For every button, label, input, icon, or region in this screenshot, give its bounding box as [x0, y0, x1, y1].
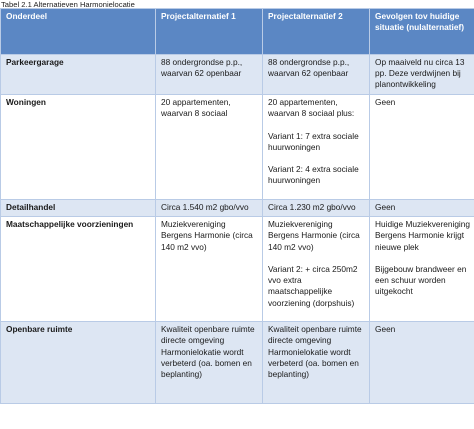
row-label: Detailhandel [1, 200, 156, 217]
cell-effect: Op maaiveld nu circa 13 pp. Deze verdwijnen bij planontwikkeling [370, 55, 474, 95]
header-projectalternatief-2: Projectalternatief 2 [263, 9, 370, 55]
cell-effect: Geen [370, 200, 474, 217]
cell-effect: Geen [370, 95, 474, 200]
cell-alt2: 88 ondergrondse p.p., waarvan 62 openbaar [263, 55, 370, 95]
cell-alt2: Kwaliteit openbare ruimte directe omgeving Harmonielokatie wordt verbeterd (oa. bomen en beplanting) [263, 322, 370, 404]
header-onderdeel: Onderdeel [1, 9, 156, 55]
table-row [1, 322, 474, 404]
row-label: Woningen [1, 95, 156, 200]
row-label: Maatschappelijke voorzieningen [1, 217, 156, 322]
cell-alt1: Kwaliteit openbare ruimte directe omgeving Harmonielokatie wordt verbeterd (oa. bomen en beplanting) [156, 322, 263, 404]
cell-alt1: 88 ondergrondse p.p., waarvan 62 openbaar [156, 55, 263, 95]
cell-alt2: Circa 1.230 m2 gbo/vvo [263, 200, 370, 217]
table-row [1, 200, 474, 217]
cell-alt1: Circa 1.540 m2 gbo/vvo [156, 200, 263, 217]
alternatives-table [0, 8, 474, 404]
cell-alt2: Muziekvereniging Bergens Harmonie (circa 140 m2 vvo) Variant 2: + circa 250m2 vvo extra maatschappelijke voorziening (dorpshuis) [263, 217, 370, 322]
cell-effect: Geen [370, 322, 474, 404]
table-header-row [1, 9, 474, 55]
header-gevolgen: Gevolgen tov huidige situatie (nulalternatief) [370, 9, 474, 55]
table-row [1, 95, 474, 200]
table-row [1, 217, 474, 322]
table-row [1, 55, 474, 95]
cell-alt1: 20 appartementen, waarvan 8 sociaal [156, 95, 263, 200]
table-caption: Tabel 2.1 Alternatieven Harmonielocatie [1, 0, 135, 9]
cell-alt2: 20 appartementen, waarvan 8 sociaal plus: Variant 1: 7 extra sociale huurwoningen Variant 2: 4 extra sociale huurwoningen [263, 95, 370, 200]
header-projectalternatief-1: Projectalternatief 1 [156, 9, 263, 55]
cell-effect: Huidige Muziekvereniging Bergens Harmonie krijgt nieuwe plek Bijgebouw brandweer en een schuur worden uitgekocht [370, 217, 474, 322]
row-label: Openbare ruimte [1, 322, 156, 404]
cell-alt1: Muziekvereniging Bergens Harmonie (circa 140 m2 vvo) [156, 217, 263, 322]
row-label: Parkeergarage [1, 55, 156, 95]
